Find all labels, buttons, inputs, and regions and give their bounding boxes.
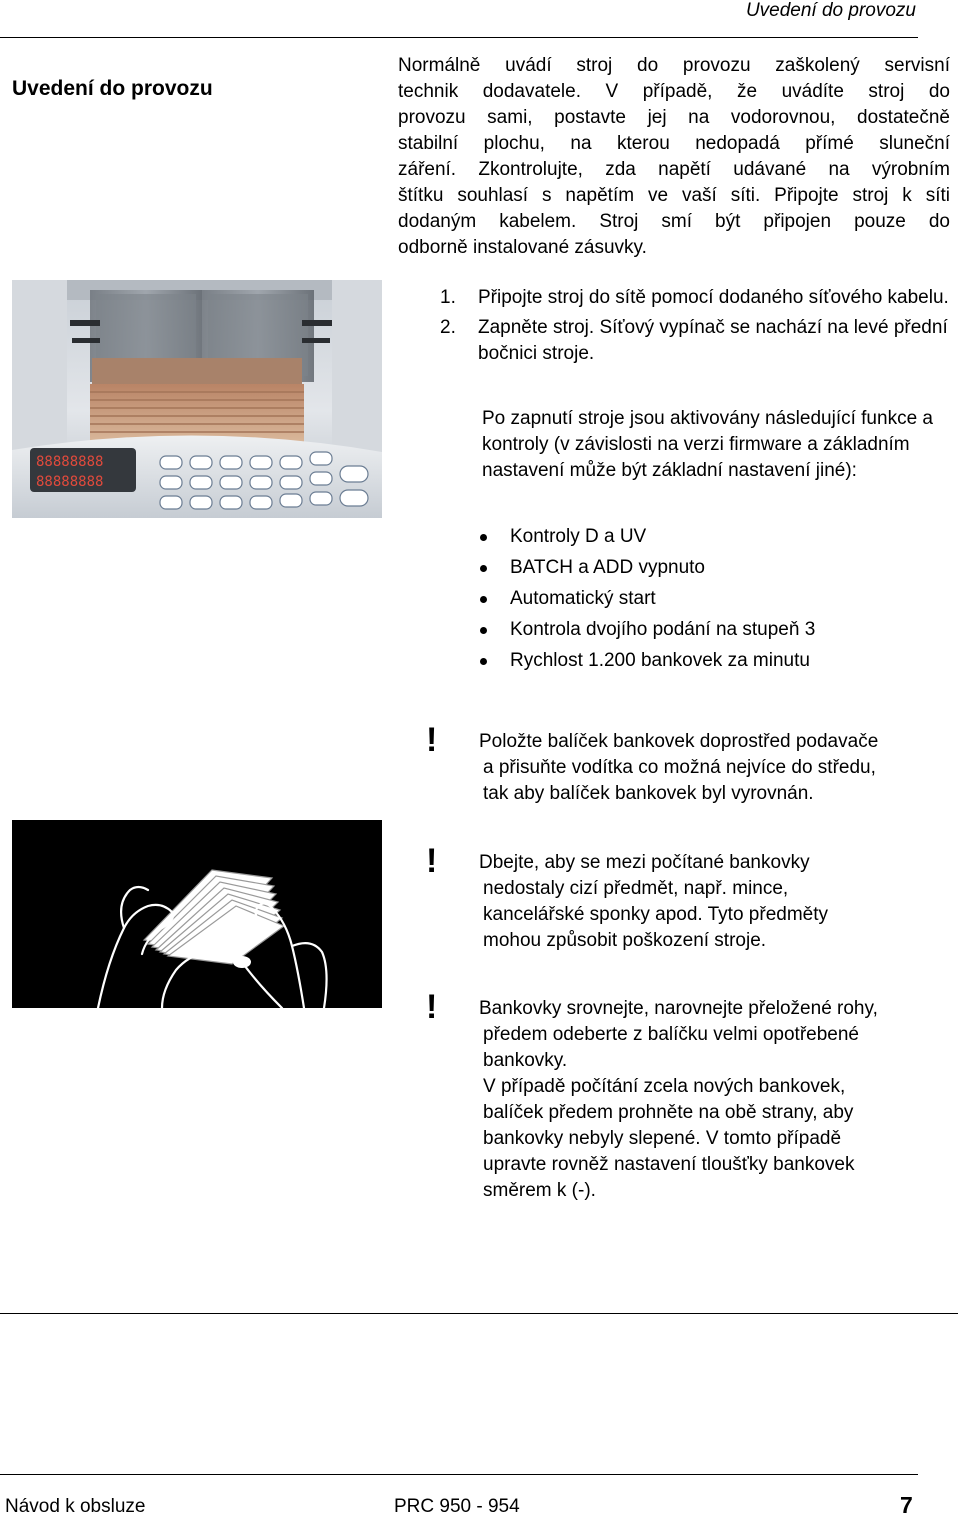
note-line: a přisuňte vodítka co možná nejvíce do středu, [483,757,876,778]
default-settings-list [478,521,948,676]
step-text: Připojte stroj do sítě pomocí dodaného síťového kabelu. [478,287,949,308]
warning-note [426,721,956,807]
note-line: bankovky nebyly slepené. V tomto případě [483,1128,842,1149]
bullet-icon [480,596,487,603]
switch-on-description: Po zapnutí stroje jsou aktivovány následující funkce a kontroly (v závislosti na verzi firmware a základním nastavení může být základní nastavení jiné): [482,408,933,481]
list-item [478,552,948,583]
intro-line: provozu sami, postavte jej na vodorovnou, dostatečně [398,107,950,128]
list-item [478,583,948,614]
note-line: Položte balíček bankovek doprostřed podavače [479,731,879,752]
step-item [440,285,955,311]
intro-line: štítku souhlasí s napětím ve vaší síti. Připojte stroj k síti [398,185,950,206]
list-item-text: Rychlost 1.200 bankovek za minutu [510,650,810,671]
control-panel [12,435,382,518]
note-text [479,996,956,1204]
exclamation-icon: ! [426,842,438,880]
hands-flexing-banknotes-illustration [12,820,382,1008]
running-header: Uvedení do provozu [745,0,916,21]
note-line: předem odeberte z balíčku velmi opotřebené [483,1024,860,1045]
list-item [478,614,948,645]
footer-rule [0,1474,918,1475]
note-line: balíček předem prohněte na obě strany, aby [483,1102,854,1123]
step-item [440,315,955,367]
intro-line: stabilní plochu, na kterou nedopadá přímé sluneční [398,133,950,154]
note-line: V případě počítání zcela nových bankovek, [483,1076,846,1097]
list-item-text: Automatický start [510,588,656,609]
step-number: 2. [440,317,456,338]
warning-note [426,842,956,954]
display-digits-bottom: 88888888 [36,474,104,490]
intro-paragraph [398,53,950,261]
header-rule [0,37,918,38]
intro-line: odborně instalované zásuvky. [398,237,647,258]
banknote-counter-photo [12,280,382,518]
note-line: upravte rovněž nastavení tloušťky bankovek [483,1154,855,1175]
note-line: tak aby balíček bankovek byl vyrovnán. [483,783,814,804]
list-item-text: BATCH a ADD vypnuto [510,557,706,578]
section-title: Uvedení do provozu [12,77,213,100]
bullet-icon [480,627,487,634]
page-number: 7 [900,1492,913,1518]
footer-model: PRC 950 - 954 [394,1496,520,1517]
list-item-text: Kontroly D a UV [510,526,647,547]
note-line: bankovky. [483,1050,568,1071]
banknote-stack [90,358,304,442]
bullet-icon [480,534,487,541]
list-item [478,521,948,552]
setup-steps [440,285,955,371]
footer-rule [0,1313,958,1314]
note-line: mohou způsobit poškození stroje. [483,930,767,951]
note-line: kancelářské sponky apod. Tyto předměty [483,904,829,925]
intro-line: Normálně uvádí stroj do provozu zaškolený servisní [398,55,950,76]
intro-line: technik dodavatele. V případě, že uvádíte stroj do [398,81,950,102]
note-text [479,729,956,807]
footer-manual-title: Návod k obsluze [5,1496,146,1517]
display-digits-top: 88888888 [36,454,104,470]
note-line: Dbejte, aby se mezi počítané bankovky [479,852,810,873]
intro-line: záření. Zkontrolujte, zda napětí udávané na výrobním [398,159,950,180]
note-line: Bankovky srovnejte, narovnejte přeložené rohy, [479,998,878,1019]
bullet-icon [480,565,487,572]
note-line: nedostaly cizí předmět, např. mince, [483,878,789,899]
warning-note [426,988,956,1204]
intro-line: dodaným kabelem. Stroj smí být připojen pouze do [398,211,950,232]
exclamation-icon: ! [426,988,438,1026]
note-line: směrem k (-). [483,1180,596,1201]
exclamation-icon: ! [426,721,438,759]
step-number: 1. [440,287,456,308]
list-item [478,645,948,676]
step-text: Zapněte stroj. Síťový vypínač se nachází na levé přední bočnici stroje. [478,317,948,364]
list-item-text: Kontrola dvojího podání na stupeň 3 [510,619,816,640]
bullet-icon [480,658,487,665]
note-text [479,850,956,954]
